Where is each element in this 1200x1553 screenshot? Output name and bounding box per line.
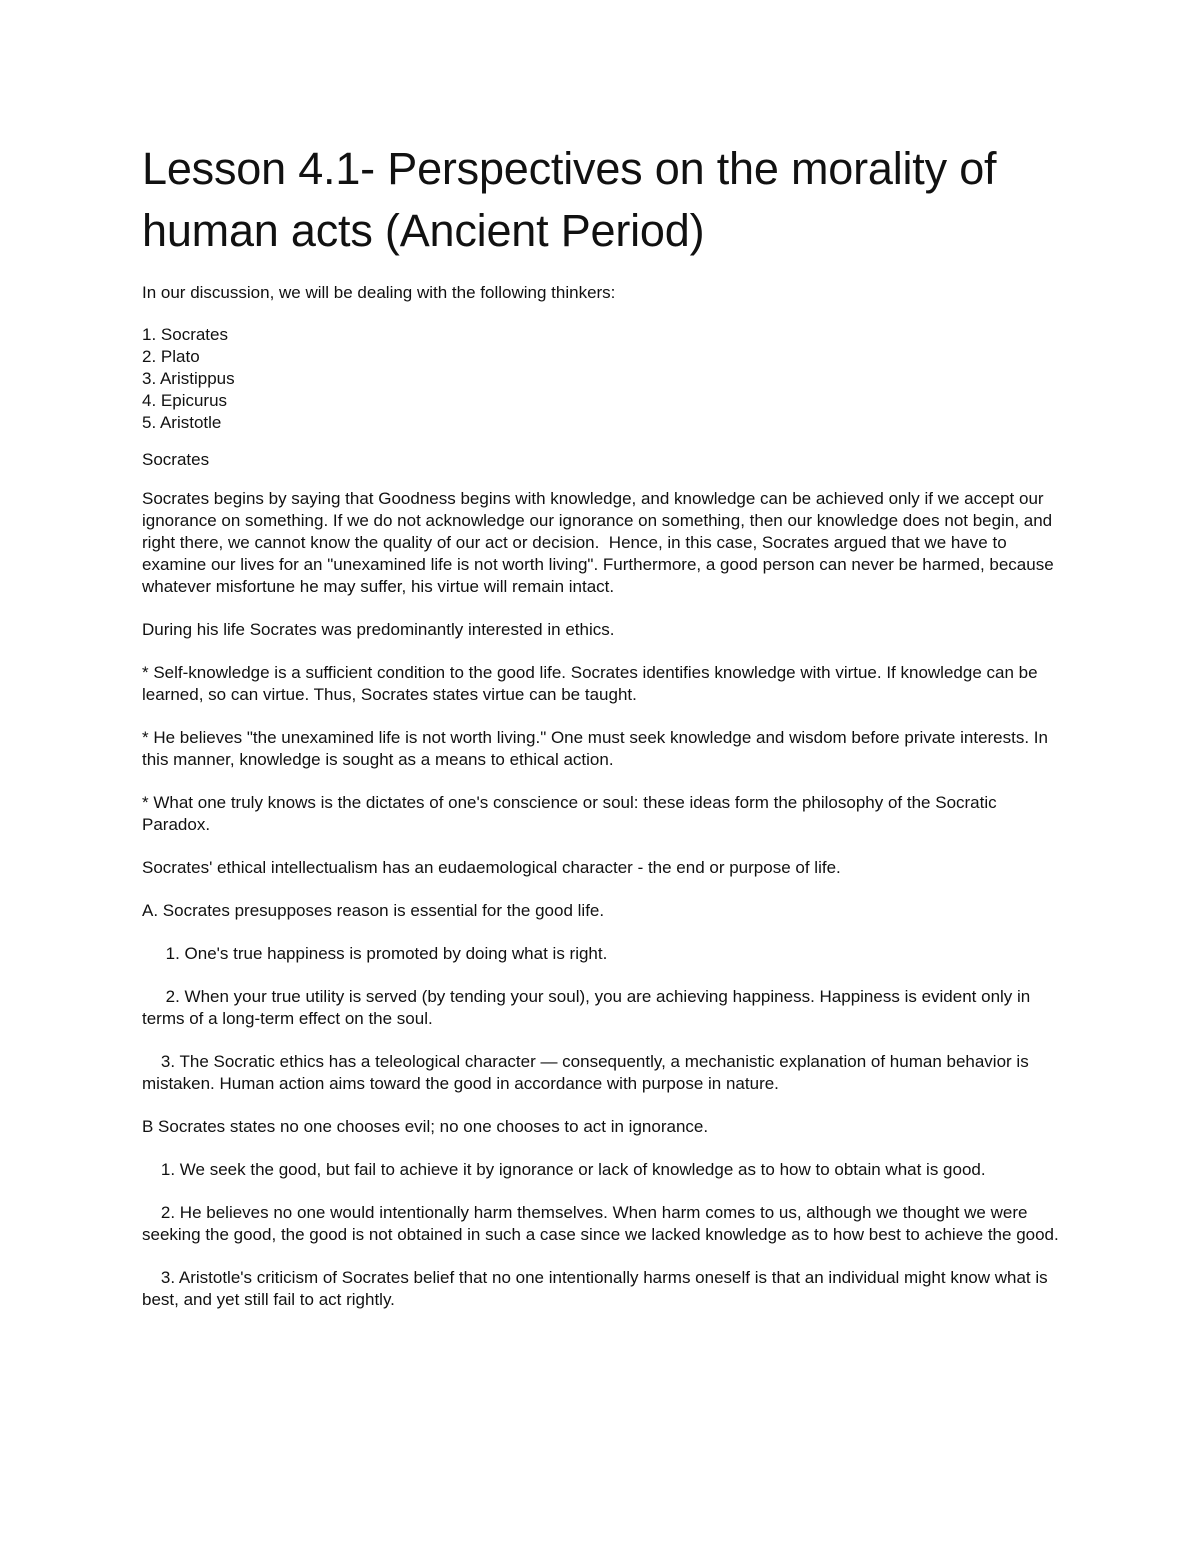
list-item: 2. Plato bbox=[142, 347, 200, 366]
list-item: 5. Aristotle bbox=[142, 413, 222, 432]
paragraph: 1. We seek the good, but fail to achieve it by ignorance or lack of knowledge as to how to obtain what is good. bbox=[142, 1160, 986, 1179]
page-title: Lesson 4.1- Perspectives on the morality of human acts (Ancient Period) bbox=[142, 143, 997, 256]
paragraph: 2. When your true utility is served (by tending your soul), you are achieving happiness. Happiness is evident only in terms of a long-term effect on the soul. bbox=[142, 987, 1035, 1028]
list-item: 4. Epicurus bbox=[142, 391, 228, 410]
paragraph: During his life Socrates was predominantly interested in ethics. bbox=[142, 620, 615, 639]
paragraph: * What one truly knows is the dictates of one's conscience or soul: these ideas form the philosophy of the Socratic Paradox. bbox=[142, 793, 997, 834]
paragraph: B Socrates states no one chooses evil; no one chooses to act in ignorance. bbox=[142, 1117, 709, 1136]
paragraph: 2. He believes no one would intentionally harm themselves. When harm comes to us, although we thought we were seeking the good, the good is not obtained in such a case since we lacked knowledge as to how best to achieve the good. bbox=[142, 1203, 1059, 1244]
paragraph: A. Socrates presupposes reason is essential for the good life. bbox=[142, 901, 605, 920]
list-item: 1. Socrates bbox=[142, 325, 228, 344]
section-heading: Socrates bbox=[142, 450, 210, 469]
paragraph: 1. One's true happiness is promoted by doing what is right. bbox=[142, 944, 608, 963]
intro-text: In our discussion, we will be dealing with the following thinkers: bbox=[142, 283, 616, 302]
paragraph: Socrates begins by saying that Goodness begins with knowledge, and knowledge can be achieved only if we accept our ignorance on something. If we do not acknowledge our ignorance on something, then our knowledge does not begin, and right there, we cannot know the quality of our act or decision. Hence, in this case, Socrates argued that we have to examine our lives for an "unexamined life is not worth living". Furthermore, a good person can never be harmed, because whatever misfortune he may suffer, his virtue will remain intact. bbox=[142, 489, 1059, 596]
paragraph: * He believes "the unexamined life is not worth living." One must seek knowledge and wisdom before private interests. In this manner, knowledge is sought as a means to ethical action. bbox=[142, 728, 1048, 769]
paragraph: 3. The Socratic ethics has a teleological character — consequently, a mechanistic explanation of human behavior is mistaken. Human action aims toward the good in accordance with purpose in nature. bbox=[142, 1052, 1034, 1093]
list-item: 3. Aristippus bbox=[142, 369, 235, 388]
paragraph: * Self-knowledge is a sufficient condition to the good life. Socrates identifies knowledge with virtue. If knowledge can be learned, so can virtue. Thus, Socrates states virtue can be taught. bbox=[142, 663, 1038, 704]
paragraph: Socrates' ethical intellectualism has an eudaemological character - the end or purpose of life. bbox=[142, 858, 841, 877]
thinkers-list bbox=[142, 324, 1062, 434]
paragraph: 3. Aristotle's criticism of Socrates belief that no one intentionally harms oneself is that an individual might know what is best, and yet still fail to act rightly. bbox=[142, 1268, 1053, 1309]
document-page bbox=[142, 138, 1062, 1311]
